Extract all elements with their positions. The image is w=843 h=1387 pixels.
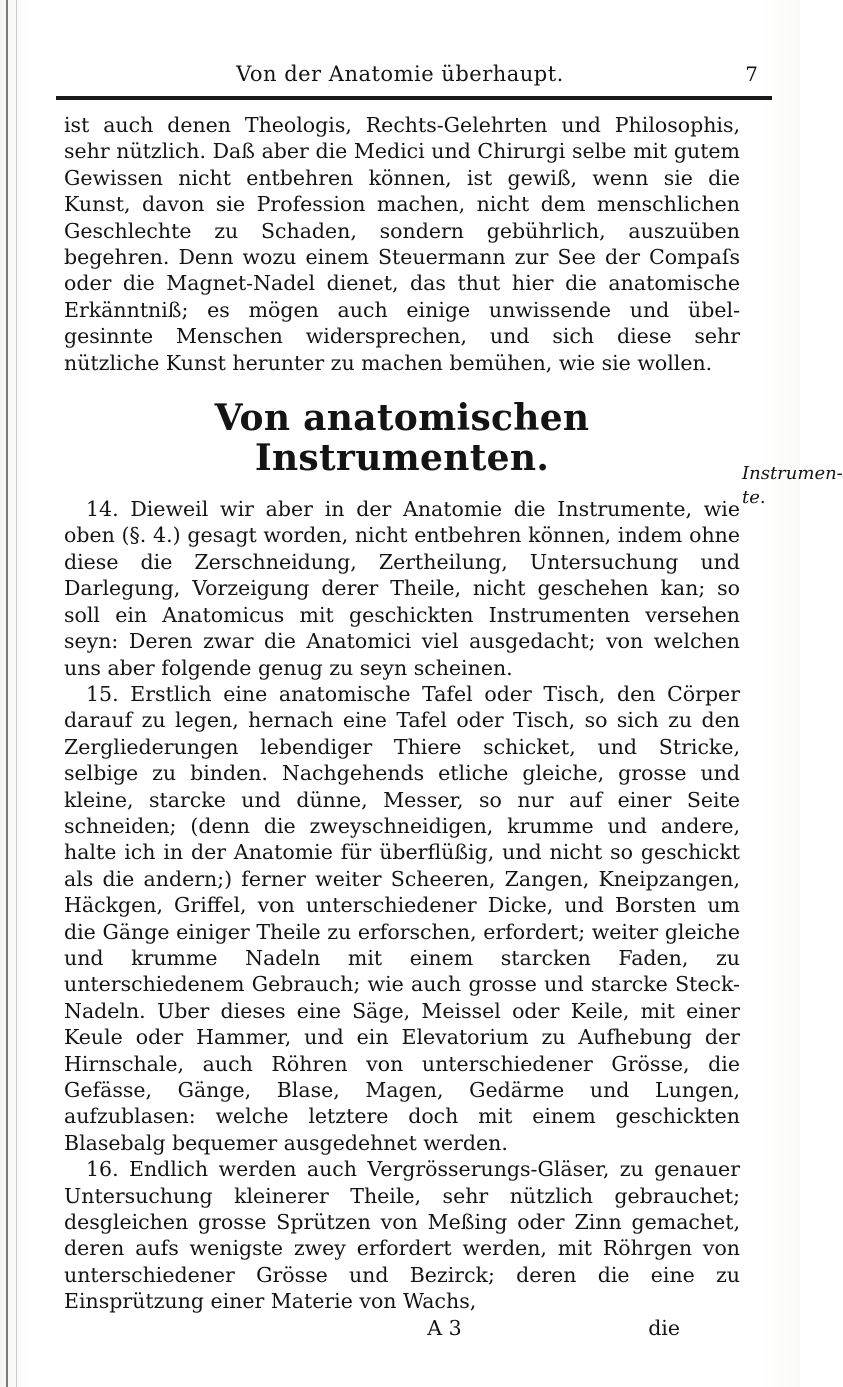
paragraph-intro: ist auch denen Theologis, Rechts-Gelehrten und Philosophis, sehr nützlich. Daß aber die Medici und Chirurgi selbe mit gutem Gewissen nicht entbehren können, ist gewiß, wenn sie die Kunst, davon sie Profession machen, nicht dem menschlichen Geschlechte zu Schaden, sondern gebührlich, auszuüben begehren. Denn wozu einem Steuermann zur See der Compaſs oder die Magnet-Nadel dienet, das thut hier die anatomische Erkänntniß; es mögen auch einige unwissende und übel-gesinnte Menschen widersprechen, und sich diese sehr nützliche Kunst herunter zu machen bemühen, wie sie wollen. [64,113,740,375]
page-binding-edge [6,0,17,1387]
running-head-title: Von der Anatomie überhaupt. [236,62,564,86]
running-head [0,62,800,94]
paragraph-15: 15. Erstlich eine anatomische Tafel oder Tisch, den Cörper darauf zu legen, hernach eine Tafel oder Tisch, so sich zu den Zergliederungen lebendiger Thiere schicket, und Stricke, selbige zu binden. Nachgehends etliche gleiche, grosse und kleine, starcke und dünne, Messer, so nur auf einer Seite schneiden; (denn die zweyschneidigen, krumme und andere, halte ich in der Anatomie für überflüßig, und nicht so geschickt als die andern;) ferner weiter Scheeren, Zangen, Kneipzangen, Häckgen, Griffel, von unterschiedener Dicke, und Borsten um die Gänge einiger Theile zu erforschen, erfordert; weiter gleiche und krumme Nadeln mit einem starcken Faden, zu unterschiedenem Gebrauch; wie auch grosse und starcke Steck-Nadeln. Uber dieses eine Säge, Meissel oder Keile, mit einer Keule oder Hammer, und ein Elevatorium zu Aufhebung der Hirnschale, auch Röhren von unterschiedener Grösse, die Gefässe, Gänge, Blase, Magen, Gedärme und Lungen, aufzublasen: welche letztere doch mit einem geschickten Blasebalg bequemer ausgedehnet werden. [64,681,740,1155]
page-number: 7 [745,62,758,86]
paragraph-14: 14. Dieweil wir aber in der Anatomie die Instrumente, wie oben (§. 4.) gesagt worden, nicht entbehren können, indem ohne diese die Zerschneidung, Zertheilung, Untersuchung und Darlegung, Vorzeigung derer Theile, nicht geschehen kan; so soll ein Anatomicus mit geschickten Instrumenten versehen seyn: Deren zwar die Anatomici viel ausgedacht; von welchen uns aber folgende genug zu seyn scheinen. [64,497,740,680]
margin-note-line-1: Instrumen- [742,463,843,484]
section-heading: Von anatomischen Instrumenten. [214,397,590,480]
header-rule [56,96,772,100]
catchline [64,1315,740,1341]
body-text [64,112,740,1341]
catchword: die [648,1315,680,1340]
margin-note-line-2: te. [742,487,766,508]
signature-mark: A 3 [427,1315,462,1340]
paragraph-16: 16. Endlich werden auch Vergrösserungs-Gläser, zu genauer Untersuchung kleinerer Theile, sehr nützlich gebrauchet; desgleichen grosse Sprützen von Meßing oder Zinn gemachet, deren aufs wenigste zwey erfordert werden, mit Röhrgen von unterschiedener Grösse und Bezirck; deren die eine zu Einsprützung einer Materie von Wachs, [64,1157,740,1314]
margin-note [742,462,843,510]
